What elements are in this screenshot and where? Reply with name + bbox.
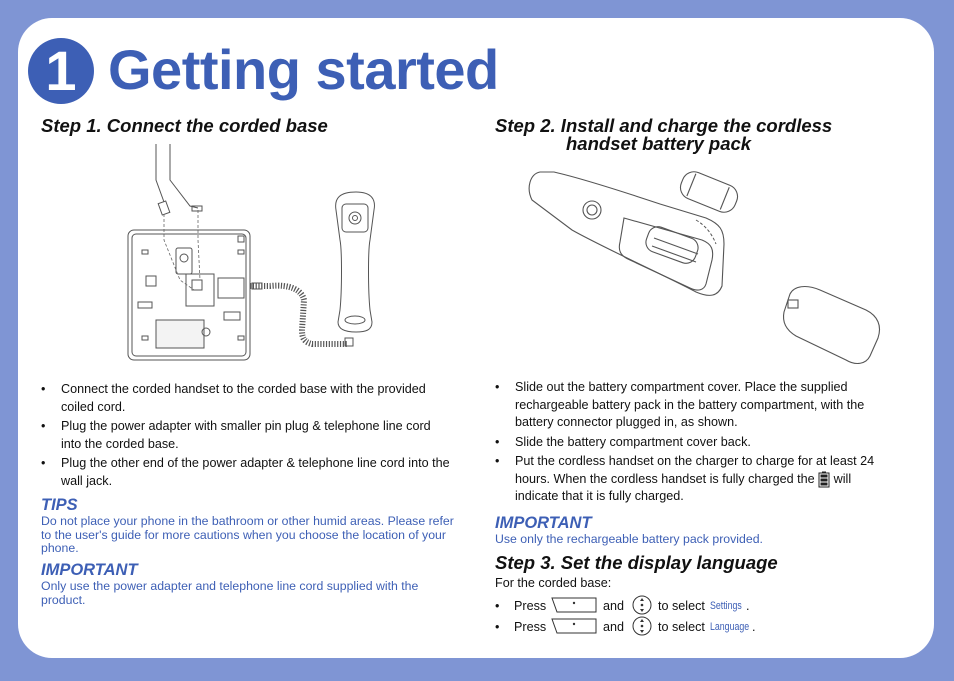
charge-text-part2: will indicate that it is fully charged. [515, 471, 852, 503]
charge-text-part1: Put the cordless handset on the charger to charge for at least 24 hours. When the cordless handset is fully charged the [515, 454, 875, 486]
step1-heading: Step 1. Connect the corded base [41, 115, 328, 136]
step1-bullet-list [41, 381, 451, 492]
to-select-label: to select [658, 599, 705, 613]
step3-heading: Step 3. Set the display language [495, 552, 778, 573]
battery-full-icon [818, 471, 830, 488]
step2-important-text: Use only the rechargeable battery pack provided. [495, 532, 763, 546]
chapter-number-badge: 1 [28, 38, 94, 104]
step2-heading-line1: Step 2. Install and charge the cordless [495, 115, 833, 136]
important-text: Only use the power adapter and telephone line cord supplied with the product. [41, 579, 419, 607]
corded-base-diagram [120, 140, 390, 365]
list-item: • Plug the power adapter with smaller pin plug & telephone line cord into the corded base. [41, 418, 451, 453]
menu-target-language: Language [710, 621, 750, 633]
row-end: . [752, 620, 756, 634]
row-end: . [746, 599, 750, 613]
press-label: Press [514, 620, 547, 634]
nav-key-icon [632, 595, 652, 615]
tips-text: Do not place your phone in the bathroom or other humid areas. Please refer to the user's guide for more cautions when you choose the location of your phone. [41, 514, 454, 555]
step2-bullet-list [495, 379, 895, 508]
softkey-icon [551, 617, 597, 635]
to-select-label: to select [658, 620, 705, 634]
list-item [495, 453, 895, 506]
tips-label: TIPS [41, 496, 78, 514]
cordless-handset-battery-diagram [520, 160, 890, 375]
and-label: and [603, 620, 625, 634]
step2-important-label: IMPORTANT [495, 514, 592, 532]
step2-heading-line2: handset battery pack [566, 133, 752, 154]
nav-key-icon [632, 616, 652, 636]
list-item: • Slide out the battery compartment cover. Place the supplied rechargeable battery pack in the battery compartment, with the battery connector plugged in, as shown. [495, 379, 895, 432]
page-title: Getting started [108, 38, 499, 101]
and-label: and [603, 599, 625, 613]
step3-row-1: • Press and to select Settings . [495, 595, 895, 617]
list-item: • Plug the other end of the power adapter & telephone line cord into the wall jack. [41, 455, 451, 490]
step3-intro: For the corded base: [495, 576, 612, 590]
step3-row-2: • Press and to select Language . [495, 616, 895, 638]
softkey-icon [551, 596, 597, 614]
list-item: • Slide the battery compartment cover back. [495, 434, 895, 452]
list-item: • Connect the corded handset to the corded base with the provided coiled cord. [41, 381, 451, 416]
menu-target-settings: Settings [710, 600, 742, 612]
important-label: IMPORTANT [41, 561, 138, 579]
press-label: Press [514, 599, 547, 613]
